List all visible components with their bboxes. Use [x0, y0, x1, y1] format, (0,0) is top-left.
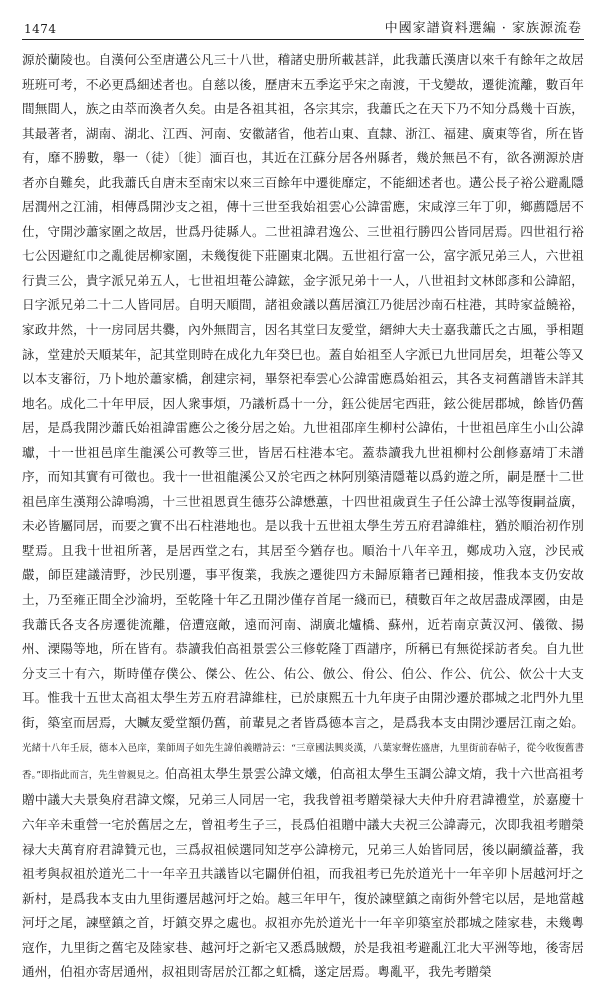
- paragraph-main: 源於蘭陵也。自漢何公至唐遘公凡三十八世，稽諸史册所載甚詳，此我蕭氏漢唐以來千有餘年之故居班班可考，不必更爲細述者也。自慈以後，歷唐末五季迄乎宋之南渡，干戈變故，遷徙流離，數百年間無間人，族之由萃而渙者久矣。由是各祖其祖，各宗其宗，我蕭氏之在天下乃不知分爲幾十百族，其最著者，湖南、湖北、江西、河南、安徽諸省，他若山東、直隸、浙江、福建、廣東等省，所在皆有，靡不勝數，舉一（徒）〔徙〕湎百也，其近在江蘇分居各州縣者，幾於無邑不有，欲各溯源於唐者亦自難矣，此我蕭氏自唐末至南宋以來三百餘年中遷徙靡定，不能細述者也。遘公長子裕公避亂隱居潤州之江浦，相傳爲開沙支之祖，傳十三世至我始祖雲心公諱雷應，宋咸淳三年丁卯，鄉薦隱居不仕，守開沙蕭家圍之故居，世爲丹徒縣人。二世祖諱君逸公、三世祖行勝四公皆同居焉。四世祖行裕七公因避紅巾之亂徙居柳家圍，未幾復徙下莊圍東北隅。五世祖行富一公，富字派兄弟三人，六世祖行貴三公，貴字派兄弟五人，七世祖坦菴公諱鋐，金字派兄弟十一人，八世祖封文林郎彥和公諱韶，日字派兄弟二十二人皆同居。自明天順間，諸祖僉議以舊居濱江乃徙居沙南石柱港，其時家益饒裕，家政井然，十一房同居共爨，內外無間言，因名其堂曰友愛堂，縉紳大夫士嘉我蕭氏之古風，爭相題詠，堂建於天順某年，記其堂則時在成化九年癸巳也。蓋自始祖至人字派已九世同居矣，坦菴公等又以本支審衍，乃卜地於蕭家橋，創建宗祠，畢祭祀奉雲心公諱雷應爲始祖云，其各支祠舊譜皆未詳其地名。成化二十年甲辰，因人衆事煩，乃議析爲十一分，鈺公徙居宅西莊，鉉公徙居郡城，餘皆仍舊居，是爲我開沙蕭氏始祖諱雷應公之後分居之始。九世祖邵庠生柳村公諱佑，十世祖邑庠生小山公諱瓛，十一世祖邑庠生龍溪公可教等三世，皆居石柱港本宅。蓋恭讀我九世祖柳村公創修嘉靖丁未譜序，而知其實有可徵也。我十一世祖龍溪公又於宅西之林阿別築清隱菴以爲釣遊之所，嗣是歷十二世祖邑庠生漢翔公諱鳴鴻，十三世祖恩貢生德芬公諱懋蕙，十四世祖歲貢生子任公諱士泓等復嗣益廣，未必皆屬同居，而要之實不出石柱港地也。是以我十五世祖太學生芳五府君諱維柱，猶於順治初作別墅焉。且我十世祖所著，是居西堂之右，其居至今猶存也。順治十八年辛丑，鄭成功入寇，沙民戒嚴，師臣建議清野，沙民別遷，事平復業，我族之遷徙四方未歸原籍者已踵相接，惟我本支仍安故土，乃至雍正間全沙淪坍，至乾隆十年乙丑開沙僅存首尾一綫而已，積數百年之故居盡成澤國，由是我蕭氏各支各房遷徙流離，倍遭寇敵，遠而河南、湖廣北爐橋、蘇州，近若南京黃汉河、儀徵、揚州、溧陽等地，所在皆有。恭讀我伯高祖景雲公三修乾隆丁酉譜序，所稱已有無從採訪者矣。自九世分支三十有六，斯時僅存僕公、傑公、佐公、佑公、倣公、佾公、伯公、作公、伉公、佽公十大支耳。惟我十五世太高祖太學生芳五府君諱維柱，已於康熙五十九年庚子由開沙遷於郡城之北門外九里街，築室而居焉，大贓友愛堂額仍舊，前輩見之者皆爲德本言之，是爲我本支由開沙遷居江南之始。: [22, 52, 584, 730]
- paragraph-continued: 伯高祖太學生景雲公諱文爔，伯高祖太學生玉調公諱文焴，我十六世高祖考贈中議大夫景奐府君諱文燦，兄弟三人同居一宅，我我曾祖考贈榮禄大夫仲升府君諱禮堂，於嘉慶十六年辛未重營一宅於舊居之左，曾祖考生子三，長爲伯祖贈中議大夫祝三公諱壽元，次即我祖考贈榮禄大夫萬育府君諱贊元也，三爲叔祖候選同知芝亭公諱榜元，兄弟三人始皆同居，後以嗣續益蕃，我祖考與叔祖於道光二十一年辛丑共議皆以宅闢併伯祖，而我祖考已先於道光十一年辛卯卜居越河圩之新村，是爲我本支由九里街遷居越河圩之始。越三年甲午，復於諫壁鎮之南街外營宅以居，是地當越河圩之尾，諫壁鎮之首，圩鎮交界之處也。叔祖亦先於道光十一年辛卯築室於郡城之陸家巷，未幾粵寇作，九里街之舊宅及陸家巷、越河圩之新宅又悉爲賊燬，於是我祖考避亂江北大平洲等地，後寄居通州，伯祖亦寄居通州，叔祖則寄居於江都之虹橋，遂定居焉。粵亂平，我先考贈榮: [22, 765, 584, 980]
- body-text: [22, 48, 584, 980]
- page-header: [22, 14, 584, 40]
- page-number: 1474: [24, 22, 57, 36]
- inline-note: 光緒十八年壬辰，德本入邑庠，業師周子如先生諱伯義贈詩云：“三章國法興炎漢，八葉家聲佐盛唐，九里街前春帖子，從今收復舊書香。”即指此而言，先生曾親見之。: [22, 743, 584, 781]
- running-title: 中國家譜資料選編 · 家族源流卷: [384, 21, 582, 36]
